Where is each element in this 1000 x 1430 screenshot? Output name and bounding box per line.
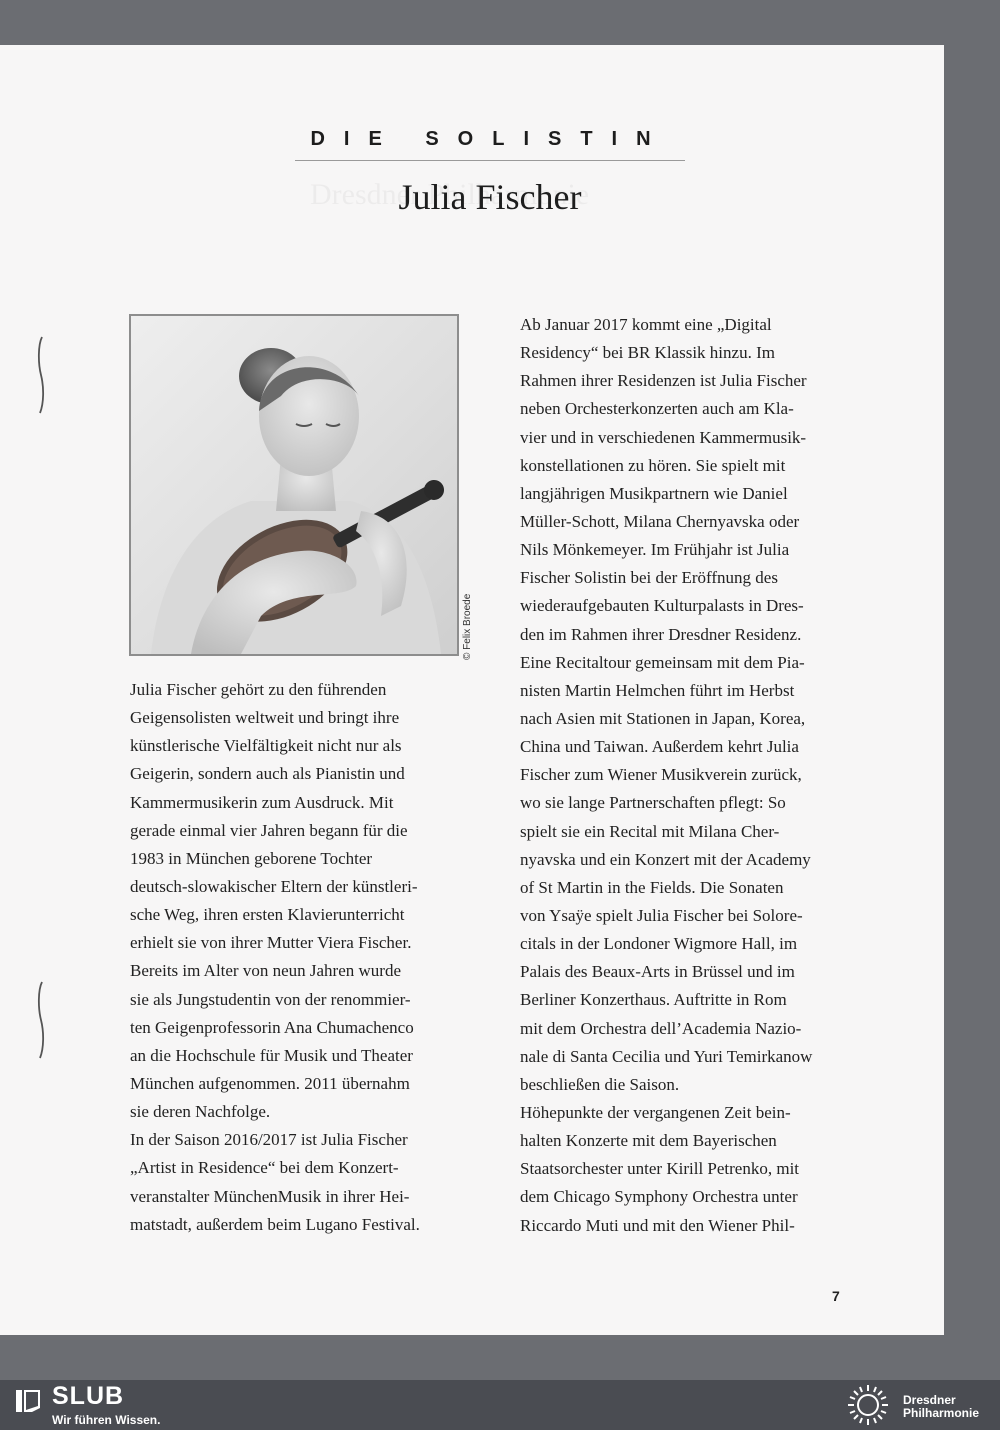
text-line: Fischer zum Wiener Musikverein zurück, — [520, 765, 802, 785]
section-eyebrow: DIE SOLISTIN — [310, 128, 670, 150]
page-number: 7 — [832, 1288, 840, 1304]
right-text-column — [520, 311, 855, 1240]
text-line: spielt sie ein Recital mit Milana Cher- — [520, 821, 780, 841]
text-line: Bereits im Alter von neun Jahren wurde — [130, 961, 401, 981]
text-line: Kammermusikerin zum Ausdruck. Mit — [130, 792, 394, 812]
text-line: Staatsorchester unter Kirill Petrenko, mit — [520, 1159, 800, 1179]
text-line: konstellationen zu hören. Sie spielt mit — [520, 455, 786, 475]
text-line: veranstalter MünchenMusik in ihrer Hei- — [130, 1186, 410, 1206]
text-line: sie deren Nachfolge. — [130, 1102, 271, 1122]
photo-credit: © Felix Broede — [462, 593, 473, 660]
text-line: ten Geigenprofessorin Ana Chumachenco — [130, 1017, 414, 1037]
text-line: Ab Januar 2017 kommt eine „Digital — [520, 315, 772, 334]
text-line: Residency“ bei BR Klassik hinzu. Im — [520, 343, 775, 363]
text-line: In der Saison 2016/2017 ist Julia Fischer — [130, 1130, 408, 1150]
text-line: Riccardo Muti und mit den Wiener Phil- — [520, 1215, 795, 1235]
text-line: „Artist in Residence“ bei dem Konzert- — [130, 1158, 399, 1178]
text-line: nale di Santa Cecilia und Yuri Temirkanow — [520, 1046, 813, 1066]
text-line: of St Martin in the Fields. Die Sonaten — [520, 877, 784, 897]
text-line: sche Weg, ihren ersten Klavierunterricht — [130, 905, 405, 925]
left-text-column — [130, 676, 460, 1239]
text-line: citals in der Londoner Wigmore Hall, im — [520, 934, 798, 954]
text-line: erhielt sie von ihrer Mutter Viera Fischer. — [130, 933, 412, 953]
text-line: mit dem Orchestra dell’Academia Nazio- — [520, 1018, 802, 1038]
text-line: Rahmen ihrer Residenzen ist Julia Fischer — [520, 371, 807, 391]
text-line: nach Asien mit Stationen in Japan, Korea, — [520, 708, 806, 728]
dp-name-line1: Dresdner — [903, 1393, 956, 1407]
text-line: nyavska und ein Konzert mit der Academy — [520, 849, 811, 869]
slub-tagline: Wir führen Wissen. — [52, 1413, 161, 1427]
staple-icon — [36, 335, 46, 415]
text-line: Palais des Beaux-Arts in Brüssel und im — [520, 962, 795, 982]
text-line: beschließen die Saison. — [520, 1074, 680, 1094]
text-line: Höhepunkte der vergangenen Zeit bein- — [520, 1102, 791, 1122]
text-line: wo sie lange Partnerschaften pflegt: So — [520, 793, 786, 813]
staple-icon — [36, 980, 46, 1060]
text-line: Nils Mönkemeyer. Im Frühjahr ist Julia — [520, 540, 790, 560]
text-line: China und Taiwan. Außerdem kehrt Julia — [520, 737, 799, 757]
text-line: halten Konzerte mit dem Bayerischen — [520, 1131, 777, 1151]
text-line: nisten Martin Helmchen führt im Herbst — [520, 680, 795, 700]
slub-book-icon[interactable] — [14, 1386, 44, 1416]
dresdner-philharmonie-name[interactable] — [903, 1394, 979, 1420]
text-line: Julia Fischer gehört zu den führenden — [130, 680, 387, 699]
page-title: Julia Fischer — [398, 177, 582, 217]
text-line: Geigerin, sondern auch als Pianistin und — [130, 764, 405, 784]
text-line: deutsch-slowakischer Eltern der künstleri- — [130, 876, 418, 896]
text-line: Eine Recitaltour gemeinsam mit dem Pia- — [520, 652, 805, 672]
text-line: München aufgenommen. 2011 übernahm — [130, 1073, 410, 1093]
dp-name-line2: Philharmonie — [903, 1406, 980, 1420]
dresdner-philharmonie-logo-icon[interactable] — [842, 1383, 894, 1427]
text-line: Fischer Solistin bei der Eröffnung des — [520, 568, 778, 588]
text-line: dem Chicago Symphony Orchestra unter — [520, 1187, 798, 1207]
text-line: wiederaufgebauten Kulturpalasts in Dres- — [520, 596, 804, 616]
text-line: neben Orchesterkonzerten auch am Kla- — [520, 399, 794, 419]
text-line: matstadt, außerdem beim Lugano Festival. — [130, 1214, 420, 1234]
text-line: Müller-Schott, Milana Chernyavska oder — [520, 511, 800, 531]
text-line: Berliner Konzerthaus. Auftritte in Rom — [520, 990, 787, 1010]
text-line: den im Rahmen ihrer Dresdner Residenz. — [520, 624, 802, 644]
slub-logo-text[interactable]: SLUB — [52, 1382, 125, 1410]
text-line: 1983 in München geborene Tochter — [130, 848, 373, 868]
text-line: von Ysaÿe spielt Julia Fischer bei Solore- — [520, 905, 803, 925]
violinist-illustration-icon — [131, 316, 457, 654]
text-line: Geigensolisten weltweit und bringt ihre — [130, 708, 400, 728]
text-line: gerade einmal vier Jahren begann für die — [130, 820, 408, 840]
text-line: langjährigen Musikpartnern wie Daniel — [520, 483, 788, 503]
text-line: vier und in verschiedenen Kammermusik- — [520, 427, 807, 447]
text-line: künstlerische Vielfältigkeit nicht nur als — [130, 736, 402, 756]
text-line: an die Hochschule für Musik und Theater — [130, 1045, 413, 1065]
portrait-photo — [129, 314, 459, 656]
title-rule — [295, 160, 685, 161]
text-line: sie als Jungstudentin von der renommier- — [130, 989, 411, 1009]
